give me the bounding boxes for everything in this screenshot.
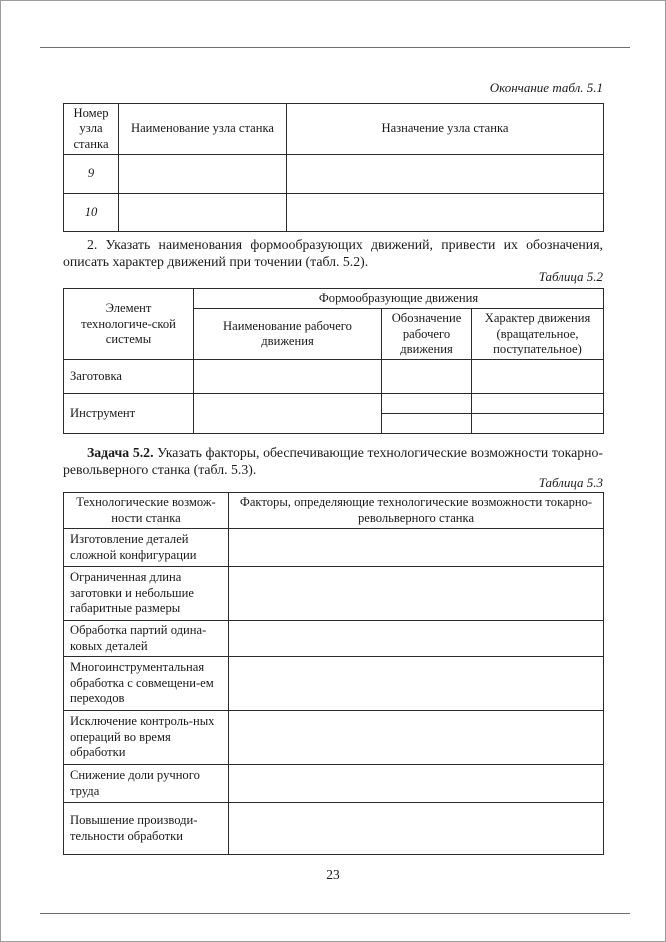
capability-cell: Снижение доли ручного труда [64,765,229,803]
empty-answer-cell [119,155,287,194]
empty-answer-cell [229,567,604,621]
table-row [64,194,604,232]
table-5-2-caption: Таблица 5.2 [538,269,603,284]
table-5-2-forming-movements [63,288,604,434]
task-text: Указать факторы, обеспечивающие технологические возможности токарно-револьверного станка (табл. 5.3). [63,445,603,477]
row-label-workpiece: Заготовка [64,360,194,394]
table-row [64,803,604,855]
table-5-1-machine-units [63,103,604,232]
table-5-3-caption: Таблица 5.3 [538,475,603,490]
column-header-unit-number: Номер узла станка [64,104,119,155]
table-row [64,567,604,621]
column-header-capabilities: Технологические возмож-ности станка [64,493,229,529]
column-header-movement-designation: Обозначение рабочего движения [382,309,472,360]
empty-answer-cell [472,360,604,394]
column-header-movement-name: Наименование рабочего движения [194,309,382,360]
table-row-tool [64,394,604,414]
empty-answer-cell [382,394,472,414]
table-5-3-header-row [64,493,604,529]
table-row-workpiece [64,360,604,394]
row-number-cell: 10 [64,194,119,232]
capability-cell: Повышение производи-тельности обработки [64,803,229,855]
table-row [64,155,604,194]
empty-answer-cell [382,414,472,434]
empty-answer-cell [472,414,604,434]
column-header-unit-purpose: Назначение узла станка [287,104,604,155]
empty-answer-cell [287,194,604,232]
table-row [64,765,604,803]
capability-cell: Исключение контроль-ных операций во время обработки [64,711,229,765]
row-label-tool: Инструмент [64,394,194,434]
group-header-forming-movements: Формообразующие движения [194,289,604,309]
table-row [64,529,604,567]
empty-answer-cell [229,621,604,657]
task-paragraph [63,445,603,478]
empty-answer-cell [287,155,604,194]
row-number-cell: 9 [64,155,119,194]
table-row [64,621,604,657]
empty-answer-cell [194,360,382,394]
empty-answer-cell [382,360,472,394]
page-number: 23 [326,867,340,882]
column-header-element-system: Элемент технологиче-ской системы [64,289,194,360]
empty-answer-cell [194,394,382,434]
capability-cell: Обработка партий одина-ковых деталей [64,621,229,657]
column-header-unit-name: Наименование узла станка [119,104,287,155]
empty-answer-cell [229,529,604,567]
page-content [63,1,603,942]
footer-rule [40,913,630,914]
table-row [64,711,604,765]
column-header-factors: Факторы, определяющие технологические возможности токарно-револьверного станка [229,493,604,529]
empty-answer-cell [229,657,604,711]
table-5-3-capabilities-factors [63,492,604,855]
instruction-paragraph: 2. Указать наименования формообразующих движений, привести их обозначения, описать характер движений при точении (табл. 5.2). [63,237,603,269]
table-row [64,657,604,711]
capability-cell: Изготовление деталей сложной конфигурации [64,529,229,567]
capability-cell: Многоинструментальная обработка с совмещени-ем переходов [64,657,229,711]
empty-answer-cell [229,765,604,803]
task-label: Задача 5.2. [87,445,154,460]
table-5-1-continuation-caption: Окончание табл. 5.1 [489,80,603,95]
empty-answer-cell [472,394,604,414]
table-5-1-header-row [64,104,604,155]
capability-cell: Ограниченная длина заготовки и небольшие габаритные размеры [64,567,229,621]
table-5-2-group-header-row [64,289,604,309]
column-header-movement-character: Характер движения (вращательное, поступательное) [472,309,604,360]
empty-answer-cell [119,194,287,232]
empty-answer-cell [229,803,604,855]
empty-answer-cell [229,711,604,765]
